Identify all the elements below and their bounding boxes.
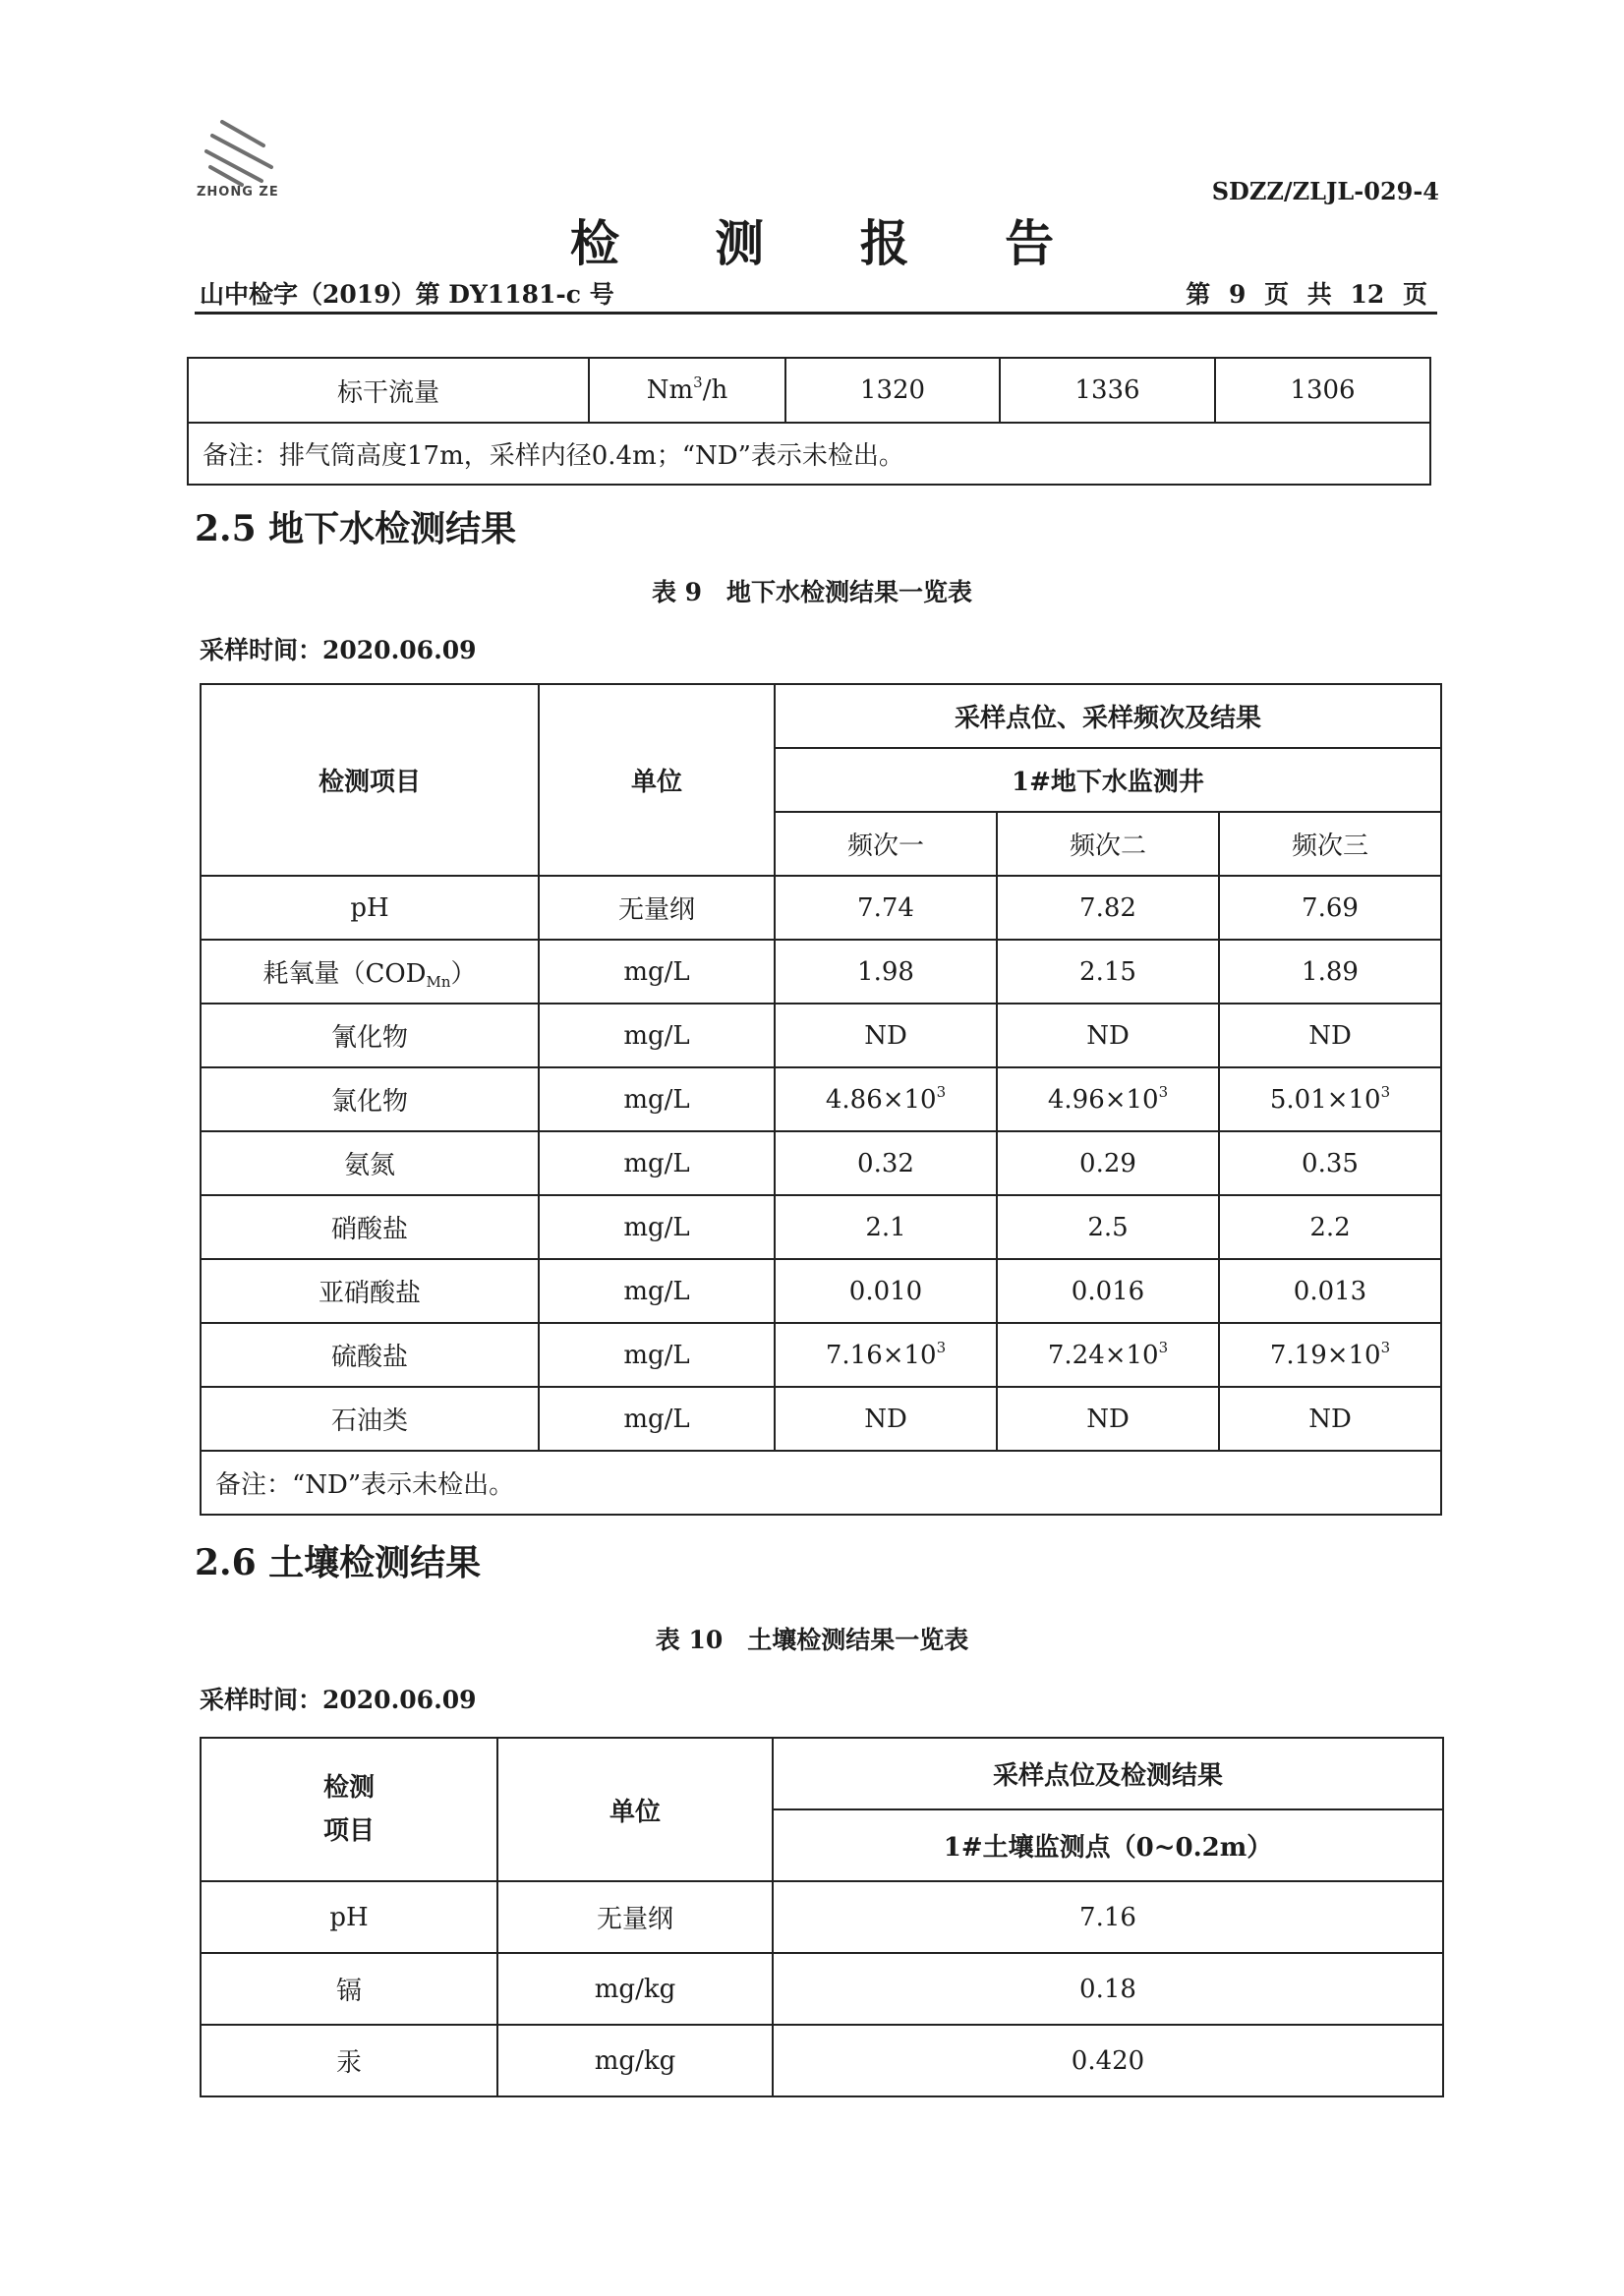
value-cell: 0.420: [773, 2025, 1443, 2096]
value-cell: 1.89: [1219, 940, 1441, 1004]
value-cell: 0.29: [997, 1131, 1219, 1195]
column-group-header: 采样点位及检测结果: [773, 1738, 1443, 1809]
value-cell: 7.74: [775, 876, 997, 940]
item-cell: 标干流量: [188, 358, 589, 423]
note-row: [188, 423, 1430, 485]
value-cell: 1320: [785, 358, 1000, 423]
unit-cell: mg/L: [539, 1004, 775, 1067]
page-info: 第 9 页 共 12 页: [1186, 280, 1427, 309]
value-cell: 0.016: [997, 1259, 1219, 1323]
item-cell: 硫酸盐: [201, 1323, 539, 1387]
value-cell: ND: [997, 1004, 1219, 1067]
unit-cell: mg/L: [539, 1131, 775, 1195]
column-header-item: 检测项目: [201, 684, 539, 876]
document-code: SDZZ/ZLJL-029-4: [1211, 177, 1439, 205]
sampling-point-header: 1#地下水监测井: [775, 748, 1441, 812]
frequency-header: 频次三: [1219, 812, 1441, 876]
unit-cell: 无量纲: [539, 876, 775, 940]
value-cell: 2.1: [775, 1195, 997, 1259]
column-header-item: 检测 项目: [201, 1738, 497, 1881]
value-cell: 0.18: [773, 1953, 1443, 2025]
unit-cell: mg/L: [539, 1195, 775, 1259]
unit-cell: mg/L: [539, 1067, 775, 1131]
value-cell: 2.5: [997, 1195, 1219, 1259]
value-cell: $7.24\times 10^3$: [997, 1323, 1219, 1387]
sampling-time: 采样时间：2020.06.09: [200, 1686, 477, 1714]
table-row: [201, 876, 1441, 940]
value-cell: 0.010: [775, 1259, 997, 1323]
table-note: 备注：排气筒高度17m，采样内径0.4m；“ND”表示未检出。: [188, 423, 1430, 485]
unit-cell: Nm$^3$/h: [589, 358, 785, 423]
header-row: [201, 684, 1441, 748]
column-header-unit: 单位: [539, 684, 775, 876]
item-cell: 亚硝酸盐: [201, 1259, 539, 1323]
column-group-header: 采样点位、采样频次及结果: [775, 684, 1441, 748]
value-cell: $4.96\times 10^3$: [997, 1067, 1219, 1131]
value-cell: $5.01\times 10^3$: [1219, 1067, 1441, 1131]
frequency-header: 频次一: [775, 812, 997, 876]
frequency-header: 频次二: [997, 812, 1219, 876]
item-cell: pH: [201, 876, 539, 940]
value-cell: 1306: [1215, 358, 1430, 423]
unit-cell: mg/L: [539, 1259, 775, 1323]
table-row: [201, 1387, 1441, 1451]
value-cell: $7.19\times 10^3$: [1219, 1323, 1441, 1387]
item-cell: 氰化物: [201, 1004, 539, 1067]
value-cell: ND: [1219, 1387, 1441, 1451]
column-header-unit: 单位: [497, 1738, 773, 1881]
value-cell: $4.86\times 10^3$: [775, 1067, 997, 1131]
report-number: 山中检字（2019）第 DY1181-c 号: [200, 280, 614, 309]
item-cell: 镉: [201, 1953, 497, 2025]
unit-cell: mg/L: [539, 940, 775, 1004]
table-note: 备注：“ND”表示未检出。: [201, 1451, 1441, 1515]
value-cell: 7.82: [997, 876, 1219, 940]
report-title: 检 测 报 告: [569, 214, 1094, 272]
unit-cell: 无量纲: [497, 1881, 773, 1953]
table-row: [201, 1131, 1441, 1195]
table-row: [201, 940, 1441, 1004]
table-row: [201, 1067, 1441, 1131]
sampling-point-header: 1#土壤监测点（0~0.2m）: [773, 1809, 1443, 1881]
table-row: [201, 1953, 1443, 2025]
table-row: [201, 1195, 1441, 1259]
value-cell: ND: [775, 1387, 997, 1451]
item-cell: 耗氧量$(COD_{Mn})$: [201, 940, 539, 1004]
table-row: [201, 1881, 1443, 1953]
value-cell: 0.013: [1219, 1259, 1441, 1323]
section-heading-groundwater: 2.5 地下水检测结果: [195, 508, 517, 549]
unit-cell: mg/kg: [497, 2025, 773, 2096]
table-row: [201, 2025, 1443, 2096]
header-divider: [195, 312, 1437, 315]
item-cell: 石油类: [201, 1387, 539, 1451]
table-row: [201, 1259, 1441, 1323]
table-caption-soil: 表 10 土壤检测结果一览表: [655, 1626, 969, 1654]
unit-cell: mg/kg: [497, 1953, 773, 2025]
value-cell: ND: [1219, 1004, 1441, 1067]
value-cell: 1.98: [775, 940, 997, 1004]
item-cell: pH: [201, 1881, 497, 1953]
value-cell: 7.16: [773, 1881, 1443, 1953]
header-row: [201, 1738, 1443, 1809]
item-cell: 氨氮: [201, 1131, 539, 1195]
value-cell: 2.15: [997, 940, 1219, 1004]
value-cell: 1336: [1000, 358, 1215, 423]
table-caption-groundwater: 表 9 地下水检测结果一览表: [651, 578, 973, 606]
soil-results-table: [200, 1737, 1444, 2097]
item-cell: 汞: [201, 2025, 497, 2096]
value-cell: ND: [775, 1004, 997, 1067]
groundwater-results-table: [200, 683, 1442, 1516]
value-cell: 0.35: [1219, 1131, 1441, 1195]
table-row: [201, 1323, 1441, 1387]
exhaust-table-continued: [187, 357, 1431, 486]
section-heading-soil: 2.6 土壤检测结果: [195, 1542, 482, 1583]
value-cell: ND: [997, 1387, 1219, 1451]
unit-cell: mg/L: [539, 1323, 775, 1387]
item-cell: 硝酸盐: [201, 1195, 539, 1259]
note-row: [201, 1451, 1441, 1515]
value-cell: 2.2: [1219, 1195, 1441, 1259]
unit-cell: mg/L: [539, 1387, 775, 1451]
sampling-time: 采样时间：2020.06.09: [200, 636, 477, 664]
item-cell: 氯化物: [201, 1067, 539, 1131]
logo-text: ZHONG ZE: [197, 185, 279, 200]
value-cell: 7.69: [1219, 876, 1441, 940]
table-row: [188, 358, 1430, 423]
value-cell: $7.16\times 10^3$: [775, 1323, 997, 1387]
table-row: [201, 1004, 1441, 1067]
value-cell: 0.32: [775, 1131, 997, 1195]
